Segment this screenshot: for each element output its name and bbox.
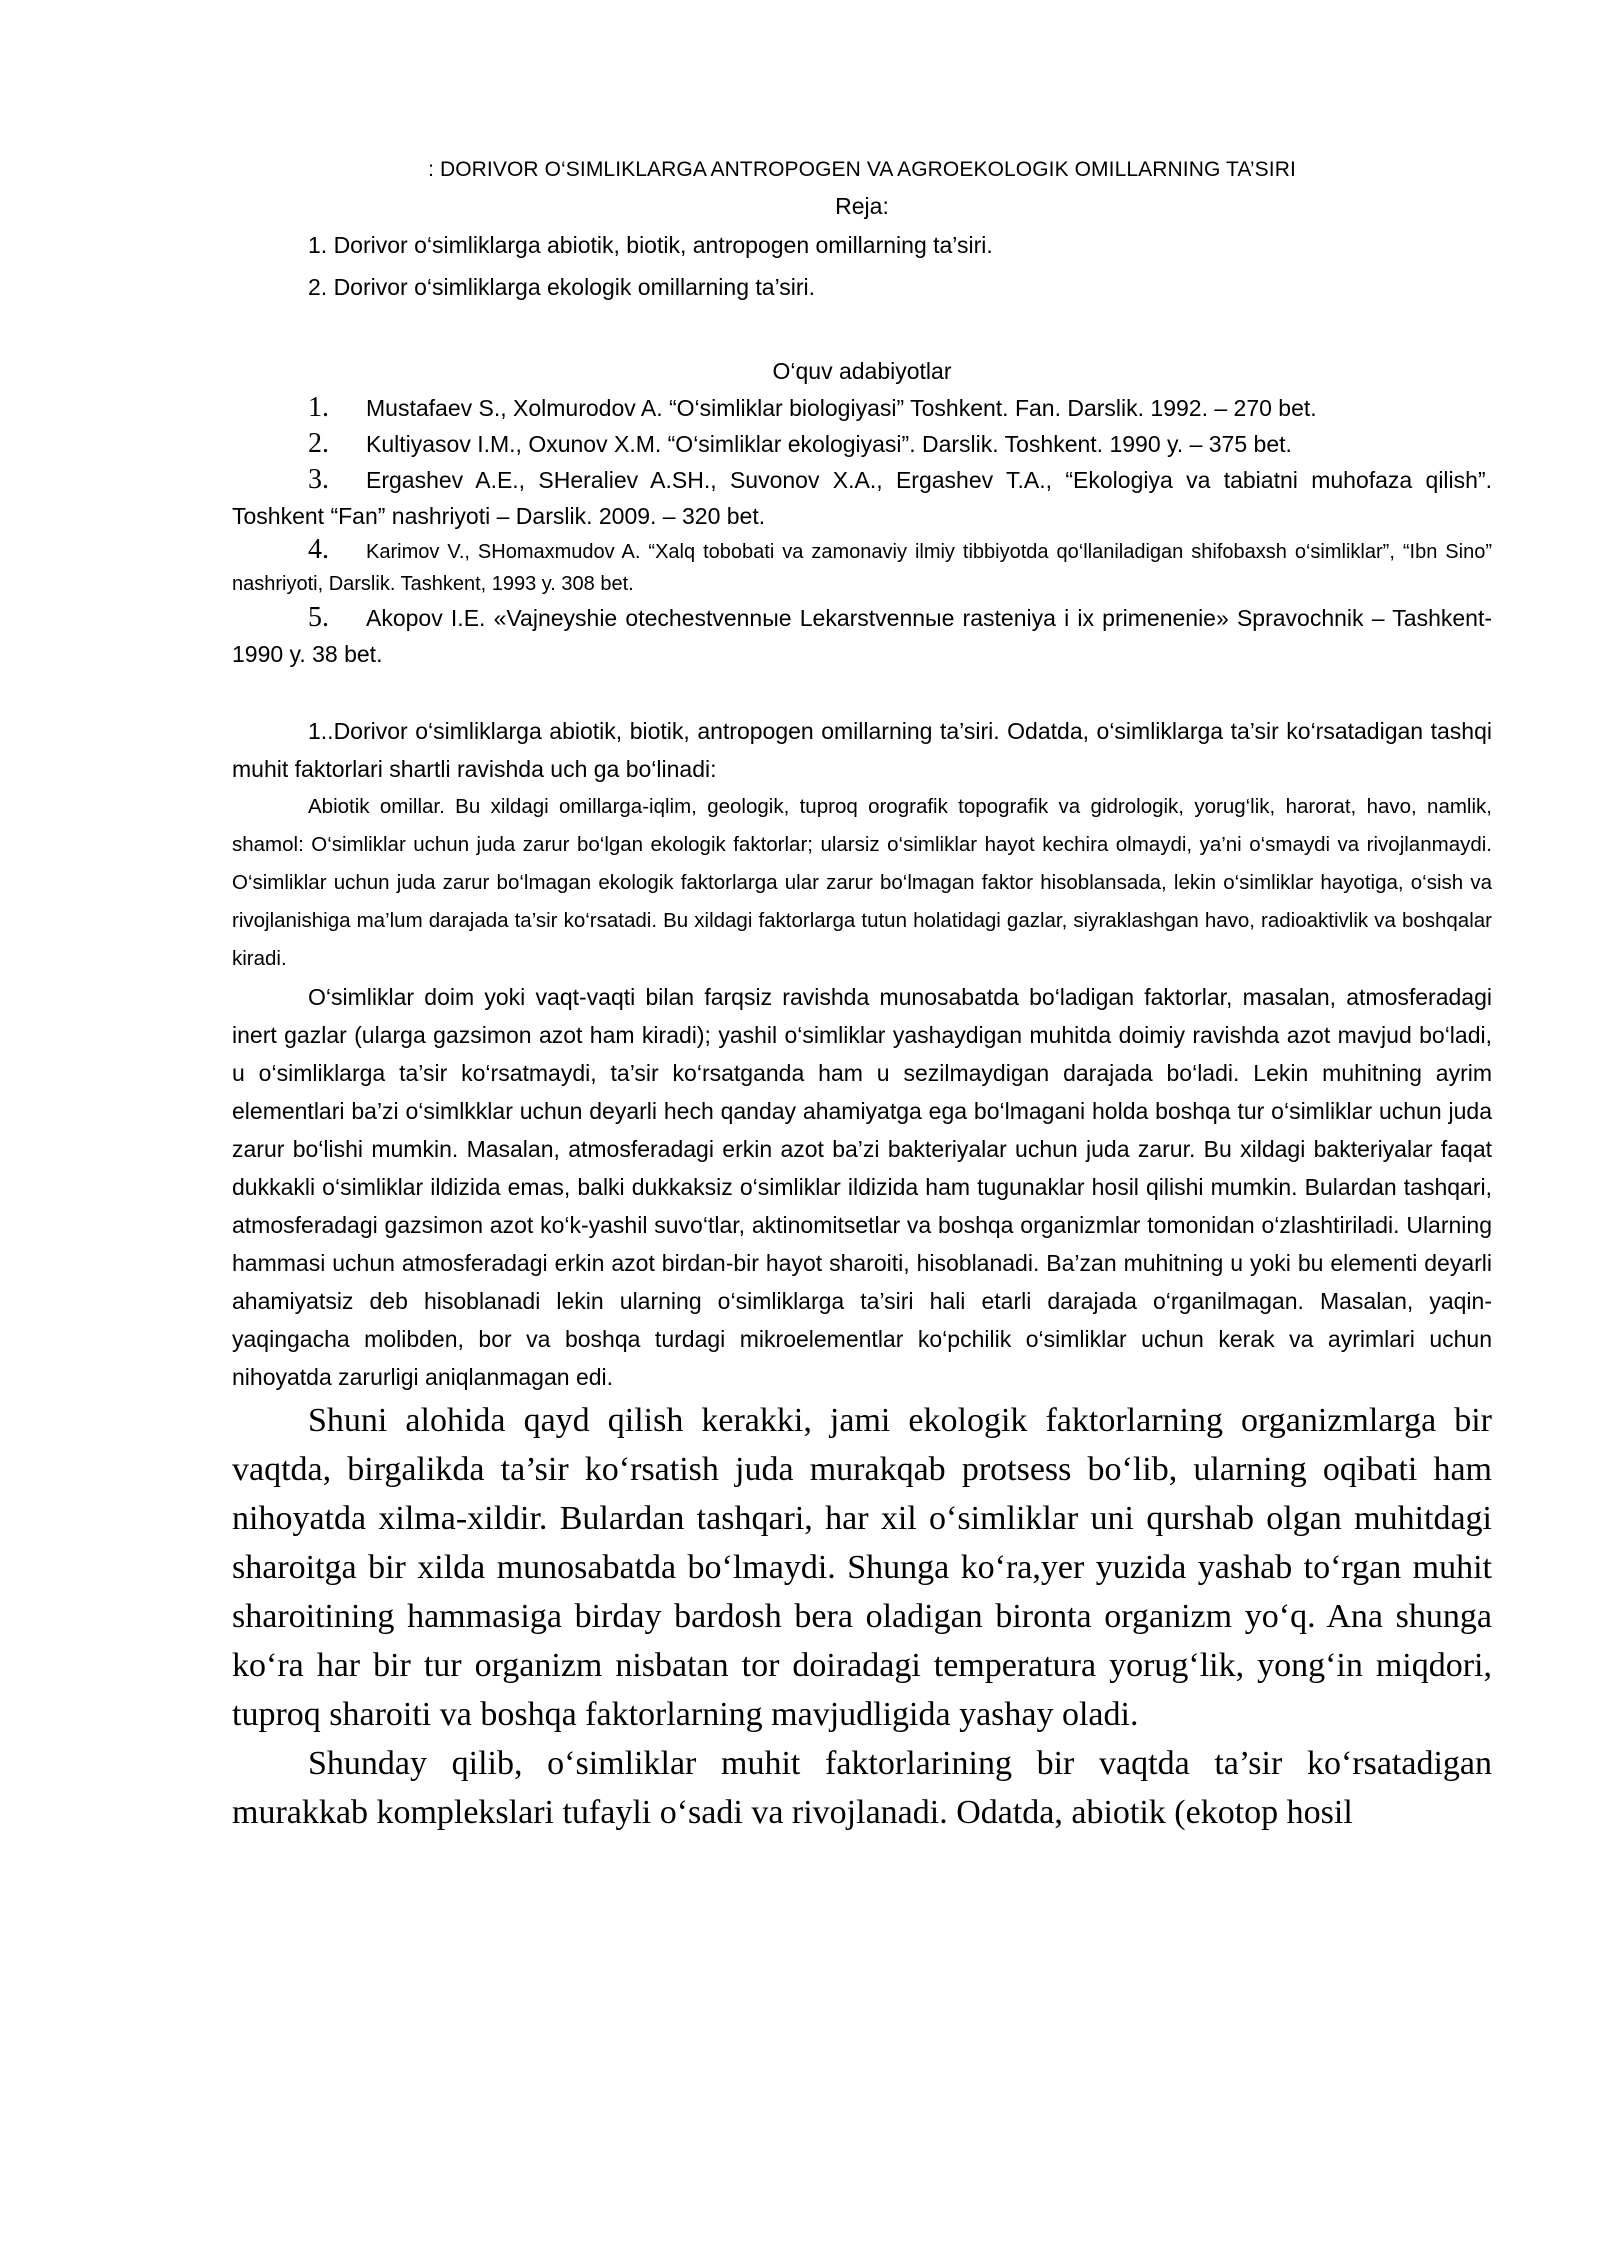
document-page	[232, 152, 1492, 1837]
literature-text: Karimov V., SHomaxmudov A. “Xalq tobobati va zamonaviy ilmiy tibbiyotda qo‘llaniladigan shifobaxsh o‘simliklar”, “Ibn Sino” nashriyoti, Darslik. Tashkent, 1993 y. 308 bet.	[232, 541, 1492, 595]
plan-item: 2. Dorivor o‘simliklarga ekologik omillarning ta’siri.	[308, 274, 816, 300]
literature-text: Ergashev A.E., SHeraliev A.SH., Suvonov X.A., Ergashev T.A., “Ekologiya va tabiatni muhofaza qilish”. Toshkent “Fan” nashriyoti – Darslik. 2009. – 320 bet.	[232, 467, 1492, 529]
literature-number: 2.	[308, 428, 329, 459]
intro-paragraph: 1..Dorivor o‘simliklarga abiotik, biotik, antropogen omillarning ta’siri. Odatda, o‘simliklarga ta’sir ko‘rsatadigan tashqi muhit faktorlari shartli ravishda uch ga bo‘linadi:	[232, 718, 1492, 782]
literature-item	[232, 426, 1492, 462]
factors-paragraph: O‘simliklar doim yoki vaqt-vaqti bilan farqsiz ravishda munosabatda bo‘ladigan faktorlar, masalan, atmosferadagi inert gazlar (ularga gazsimon azot ham kiradi); yashil o‘simliklar yashaydigan muhitda doimiy ravishda azot mavjud bo‘ladi, u o‘simliklarga ta’sir ko‘rsatmaydi, ta’sir ko‘rsatganda ham u sezilmaydigan darajada bo‘ladi. Lekin muhitning ayrim elementlari ba’zi o‘simlkklar uchun deyarli hech qanday ahamiyatga ega bo‘lmagani holda boshqa tur o‘simliklar uchun juda zarur bo‘lishi mumkin. Masalan, atmosferadagi erkin azot ba’zi bakteriyalar uchun juda zarur. Bu xildagi bakteriyalar faqat dukkakli o‘simliklar ildizida emas, balki dukkaksiz o‘simliklar ildizida ham tugunaklar hosil qilishi mumkin. Bulardan tashqari, atmosferadagi gazsimon azot ko‘k-yashil suvo‘tlar, aktinomitsetlar va boshqa organizmlar tomonidan o‘zlashtiriladi. Ularning hammasi uchun atmosferadagi erkin azot birdan-bir hayot sharoiti, hisoblanadi. Ba’zan muhitning u yoki bu elementi deyarli ahamiyatsiz deb hisoblanadi lekin ularning o‘simliklarga ta’siri hali etarli darajada o‘rganilmagan. Masalan, yaqin-yaqingacha molibden, bor va boshqa turdagi mikroelementlar ko‘pchilik o‘simliklar uchun kerak va ayrimlari uchun nihoyatda zarurligi aniqlanmagan edi.	[232, 984, 1492, 1390]
literature-text: Akopov I.E. «Vajneyshie otechestvennыe Lekarstvennыe rasteniya i ix primenenie» Spravochnik – Tashkent-1990 y. 38 bet.	[232, 605, 1492, 667]
literature-number: 4.	[308, 534, 329, 565]
plan-heading: Reja:	[835, 193, 889, 219]
conclusion-paragraph: Shunday qilib, o‘simliklar muhit faktorlarining bir vaqtda ta’sir ko‘rsatadigan murakkab komplekslari tufayli o‘sadi va rivojlanadi. Odatda, abiotik (ekotop hosil	[232, 1745, 1492, 1831]
literature-list	[232, 390, 1492, 672]
literature-item	[232, 390, 1492, 426]
literature-number: 3.	[308, 464, 329, 495]
plan-list	[232, 224, 1492, 308]
literature-number: 1.	[308, 392, 329, 423]
literature-item	[232, 600, 1492, 672]
document-title: : DORIVOR O‘SIMLIKLARGA ANTROPOGEN VA AGROEKOLOGIK OMILLARNING TA’SIRI	[428, 158, 1296, 181]
literature-item	[232, 462, 1492, 534]
literature-number: 5.	[308, 602, 329, 633]
literature-text: Kultiyasov I.M., Oxunov X.M. “O‘simliklar ekologiyasi”. Darslik. Toshkent. 1990 y. – 375 bet.	[366, 431, 1292, 457]
complex-paragraph: Shuni alohida qayd qilish kerakki, jami ekologik faktorlarning organizmlarga bir vaqtda, birgalikda ta’sir ko‘rsatish juda murakqab protsess bo‘lib, ularning oqibati ham nihoyatda xilma-xildir. Bulardan tashqari, har xil o‘simliklar uni qurshab olgan muhitdagi sharoitga bir xilda munosabatda bo‘lmaydi. Shunga ko‘ra,yer yuzida yashab to‘rgan muhit sharoitining hammasiga birday bardosh bera oladigan bironta organizm yo‘q. Ana shunga ko‘ra har bir tur organizm nisbatan tor doiradagi temperatura yorug‘lik, yong‘in miqdori, tuproq sharoiti va boshqa faktorlarning mavjudligida yashay oladi.	[232, 1402, 1492, 1733]
literature-text: Mustafaev S., Xolmurodov A. “O‘simliklar biologiyasi” Toshkent. Fan. Darslik. 1992. – 270 bet.	[366, 395, 1317, 421]
plan-item: 1. Dorivor o‘simliklarga abiotik, biotik, antropogen omillarning ta’siri.	[308, 232, 993, 258]
literature-item	[232, 534, 1492, 600]
abiotic-paragraph: Abiotik omillar. Bu xildagi omillarga-iqlim, geologik, tuproq orografik topografik va gidrologik, yorug‘lik, harorat, havo, namlik, shamol: O‘simliklar uchun juda zarur bo‘lgan ekologik faktorlar; ularsiz o‘simliklar hayot kechira olmaydi, ya’ni o‘smaydi va rivojlanmaydi. O‘simliklar uchun juda zarur bo‘lmagan ekologik faktorlarga ular zarur bo‘lmagan faktor hisoblansada, lekin o‘simliklar hayotiga, o‘sish va rivojlanishiga ma’lum darajada ta’sir ko‘rsatadi. Bu xildagi faktorlarga tutun holatidagi gazlar, siyraklashgan havo, radioaktivlik va boshqalar kiradi.	[232, 795, 1492, 970]
literature-heading: O‘quv adabiyotlar	[772, 358, 952, 384]
